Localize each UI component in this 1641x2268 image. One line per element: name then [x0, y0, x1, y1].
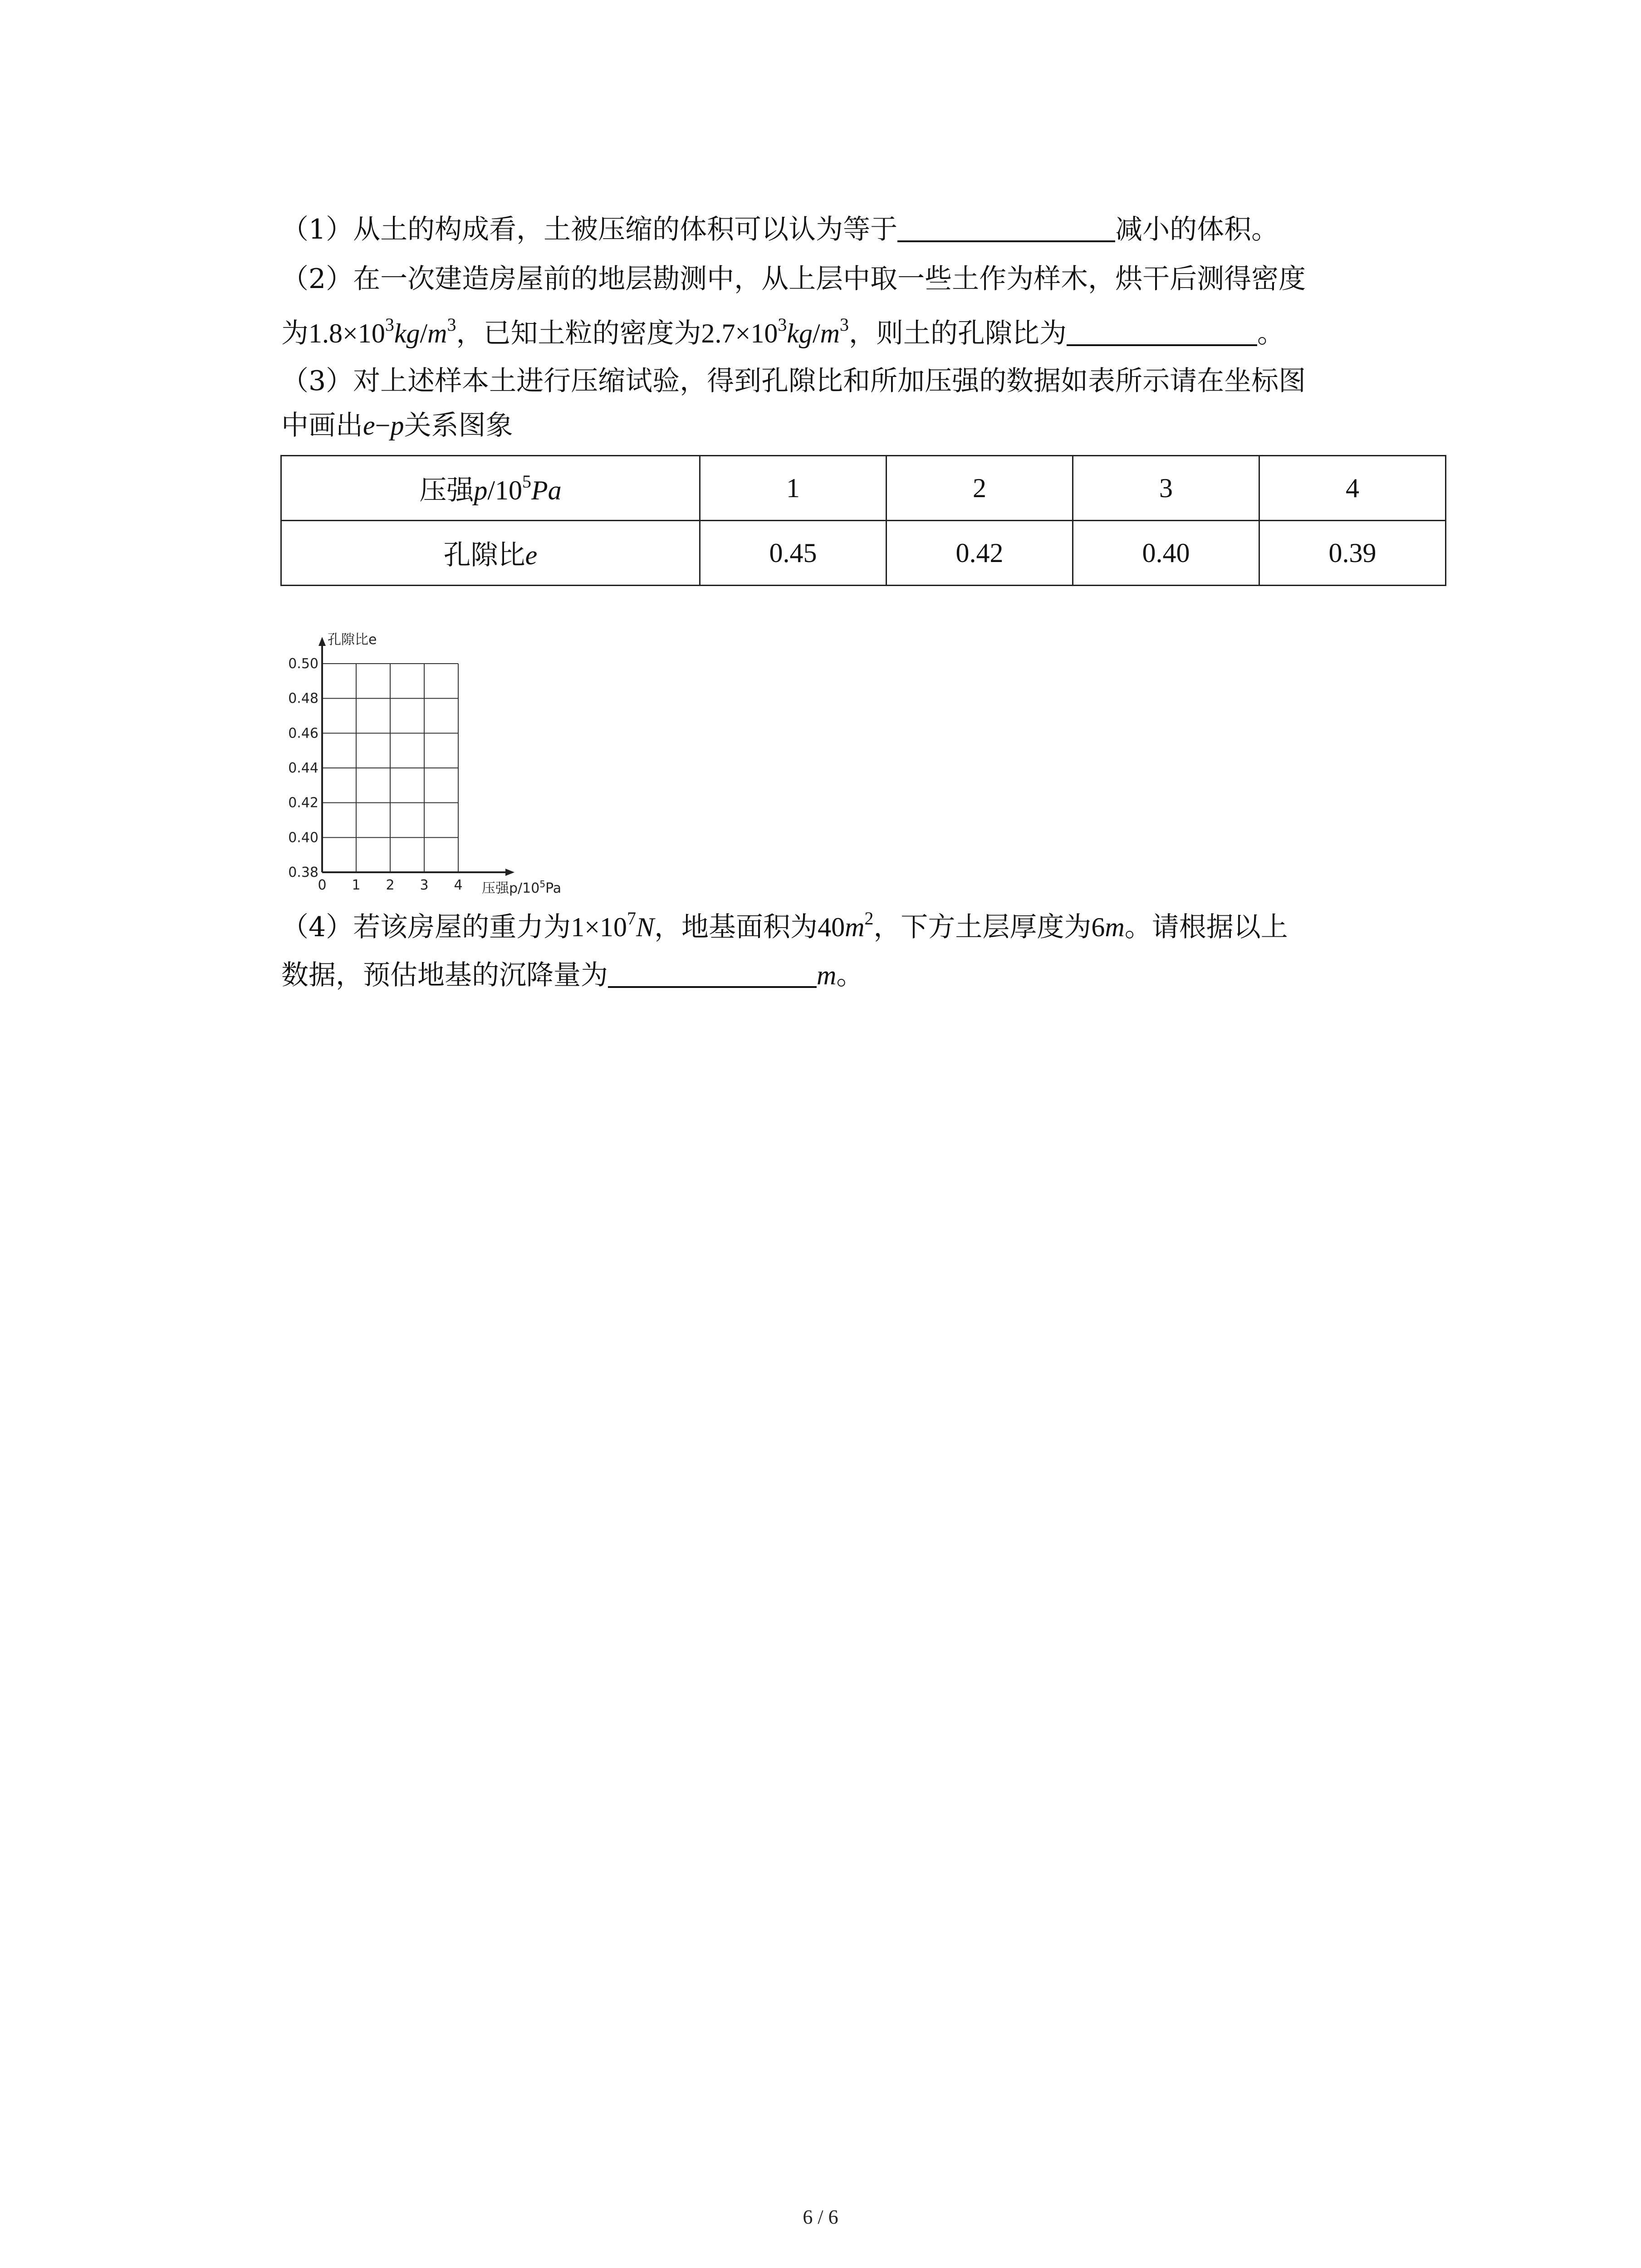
- table-cell: 2: [887, 456, 1073, 521]
- table-header-void-ratio: 孔隙比e: [281, 521, 700, 586]
- question-4-line-1: （4）若该房屋的重力为$1\times 10^7N$，地基面积为$40m^2$，下方土层厚度为6m。请根据以上: [281, 908, 1288, 943]
- y-tick-label: 0.38: [288, 865, 318, 880]
- q2-tail: ，则土的孔隙比为: [849, 318, 1067, 349]
- table-row: [281, 521, 1446, 586]
- q4-depth: 6m: [1091, 912, 1125, 942]
- question-4-line-2: 数据，预估地基的沉降量为 m。: [281, 959, 864, 991]
- q4-weight: $1\times 10^7N$: [571, 908, 655, 942]
- y-tick-label: 0.50: [288, 656, 318, 672]
- q2-mid: ，已知土粒的密度为: [456, 318, 701, 349]
- chart-grid: [322, 664, 458, 872]
- e-p-chart[interactable]: [272, 631, 599, 903]
- table-cell: 0.42: [887, 521, 1073, 586]
- question-3-line-1: （3）对上述样本土进行压缩试验，得到孔隙比和所加压强的数据如表所示请在坐标图: [281, 365, 1306, 397]
- y-tick-label: 0.42: [288, 795, 318, 811]
- table-cell: 0.40: [1073, 521, 1259, 586]
- question-3-line-2: 中画出e−p关系图象: [281, 410, 513, 441]
- question-2-line-2: 为$1.8\times 10^3kg/m^3$，已知土粒的密度为$2.7\times 10^3kg/m^3$，则土的孔隙比为 。: [281, 314, 1284, 349]
- q2-prefix: 为: [281, 318, 309, 349]
- x-tick-label: 4: [454, 877, 463, 893]
- table-cell: 1: [700, 456, 887, 521]
- table-cell: 4: [1259, 456, 1446, 521]
- q2-density-2: $2.7\times 10^3kg/m^3$: [701, 314, 849, 348]
- y-axis-arrow: [318, 637, 326, 646]
- data-table: [280, 455, 1446, 586]
- q1-prefix: （1）从土的构成看，土被压缩的体积可以认为等于: [281, 214, 898, 245]
- table-row: [281, 456, 1446, 521]
- x-axis-label: 压强$p/10^5Pa$: [482, 879, 562, 896]
- q1-answer-blank[interactable]: [897, 213, 1115, 242]
- q4-area: $40m^2$: [818, 908, 874, 942]
- q1-suffix: 减小的体积。: [1115, 214, 1279, 245]
- question-2-line-1: （2）在一次建造房屋前的地层勘测中，从上层中取一些土作为样木，烘干后测得密度: [281, 263, 1306, 295]
- y-tick-labels: [288, 656, 318, 880]
- table-cell: 3: [1073, 456, 1259, 521]
- page-number: 6 / 6: [803, 2206, 838, 2228]
- q2-answer-blank[interactable]: [1067, 317, 1257, 346]
- table-header-pressure: 压强$p/10^5Pa$: [281, 456, 700, 521]
- table-cell: 0.39: [1259, 521, 1446, 586]
- x-tick-label: 2: [386, 877, 395, 893]
- q4-answer-blank[interactable]: [608, 959, 817, 988]
- x-axis-arrow: [505, 869, 514, 876]
- y-tick-label: 0.46: [288, 725, 318, 742]
- x-tick-label: 3: [420, 877, 429, 893]
- q2-density-1: $1.8\times 10^3kg/m^3$: [309, 314, 456, 348]
- x-tick-labels: [318, 877, 462, 893]
- x-tick-label: 0: [318, 877, 327, 893]
- y-tick-label: 0.44: [288, 760, 318, 776]
- y-axis-label: 孔隙比e: [328, 632, 377, 648]
- y-tick-label: 0.40: [288, 830, 318, 846]
- y-tick-label: 0.48: [288, 690, 318, 707]
- table-cell: 0.45: [700, 521, 887, 586]
- question-1: [281, 211, 1279, 248]
- x-tick-label: 1: [352, 877, 361, 893]
